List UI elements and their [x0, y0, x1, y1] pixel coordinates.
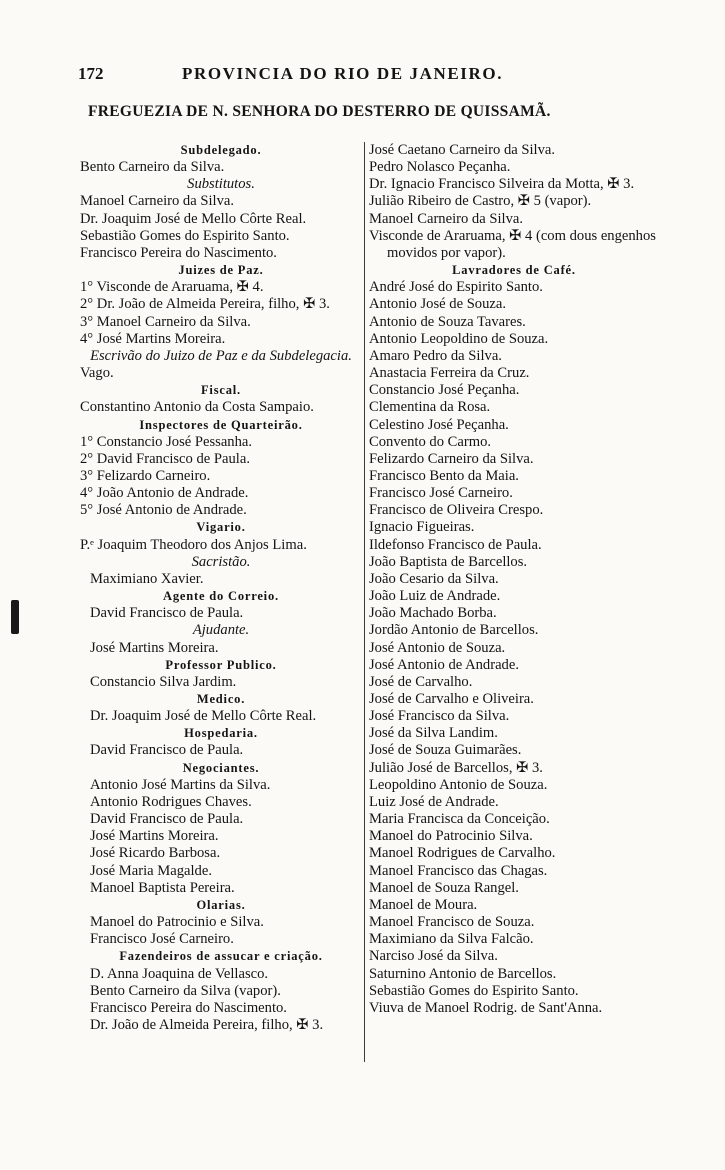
- list-item: José Martins Moreira.: [90, 828, 219, 845]
- page-number: 172: [78, 64, 104, 83]
- list-item: Manoel Carneiro da Silva.: [369, 210, 524, 227]
- section-heading: Subdelegado.: [180, 143, 262, 157]
- list-item: José Caetano Carneiro da Silva.: [369, 142, 556, 158]
- list-item: Manoel de Moura.: [369, 896, 478, 913]
- section-heading: Professor Publico.: [165, 657, 277, 672]
- list-item: José Francisco da Silva.: [369, 708, 510, 725]
- section-subheading: Substitutos.: [187, 176, 255, 193]
- list-item: José Ricardo Barbosa.: [90, 845, 221, 862]
- list-item: Amaro Pedro da Silva.: [369, 347, 502, 364]
- section-heading: Medico.: [196, 692, 246, 706]
- list-item: José Martins Moreira.: [90, 639, 219, 656]
- list-item: Manoel Francisco de Souza.: [369, 914, 535, 931]
- list-item: Sebastião Gomes do Espirito Santo.: [369, 982, 579, 999]
- list-item: Manoel Francisco das Chagas.: [369, 862, 548, 879]
- section-heading: Lavradores de Café.: [452, 263, 576, 278]
- list-item: 1° Constancio José Pessanha.: [80, 433, 253, 450]
- list-item: 5° José Antonio de Andrade.: [80, 502, 247, 519]
- list-item: Manoel do Patrocinio Silva.: [369, 828, 533, 845]
- list-item: Dr. Ignacio Francisco Silveira da Motta, ✠ 3.: [369, 176, 635, 193]
- list-item: Constancio José Peçanha.: [369, 382, 520, 399]
- list-item: Antonio Leopoldino de Souza.: [369, 330, 549, 347]
- running-title: PROVINCIA DO RIO DE JANEIRO.: [182, 64, 504, 83]
- list-item: David Francisco de Paula.: [90, 742, 244, 759]
- section-heading: Juizes de Paz.: [178, 263, 264, 278]
- list-item: Bento Carneiro da Silva (vapor).: [90, 982, 281, 999]
- list-item: Jordão Antonio de Barcellos.: [369, 622, 539, 639]
- list-item: João Cesario da Silva.: [369, 570, 499, 587]
- list-item: Manoel Rodrigues de Carvalho.: [369, 845, 556, 862]
- list-item: João Baptista de Barcellos.: [369, 553, 528, 570]
- list-item: José de Souza Guimarães.: [369, 742, 522, 759]
- list-item: 3° Manoel Carneiro da Silva.: [80, 313, 251, 330]
- list-item: José Maria Magalde.: [90, 862, 212, 879]
- list-item: Vago.: [80, 365, 114, 382]
- column-divider: [364, 142, 365, 1062]
- list-item: Antonio José Martins da Silva.: [90, 776, 271, 793]
- list-item: David Francisco de Paula.: [90, 605, 244, 622]
- list-item: Constancio Silva Jardim.: [90, 673, 237, 690]
- section-heading: Hospedaria.: [184, 726, 258, 741]
- list-item: José de Carvalho e Oliveira.: [369, 691, 534, 707]
- list-item: Maria Francisca da Conceição.: [369, 811, 550, 828]
- list-item: Manoel do Patrocinio e Silva.: [90, 914, 264, 931]
- list-item: Leopoldino Antonio de Souza.: [369, 776, 548, 793]
- list-item: 2° Dr. João de Almeida Pereira, filho, ✠ 3.: [80, 296, 330, 313]
- list-item: David Francisco de Paula.: [90, 811, 244, 828]
- list-item: Convento do Carmo.: [369, 433, 492, 450]
- list-item: José da Silva Landim.: [369, 725, 498, 742]
- list-item: Francisco Pereira do Nascimento.: [90, 999, 287, 1016]
- list-item: João Luiz de Andrade.: [369, 588, 501, 605]
- list-item: Antonio de Souza Tavares.: [369, 313, 526, 330]
- section-heading: Negociantes.: [182, 760, 260, 775]
- list-item: Francisco Bento da Maia.: [369, 467, 519, 484]
- list-item: Clementina da Rosa.: [369, 399, 491, 416]
- list-item: André José do Espirito Santo.: [369, 279, 543, 296]
- binding-mark: [11, 600, 19, 634]
- section-heading: Vigario.: [196, 520, 246, 535]
- list-item: Constantino Antonio da Costa Sampaio.: [80, 399, 314, 416]
- parish-title: FREGUEZIA DE N. SENHORA DO DESTERRO DE QUISSAMÃ.: [88, 103, 551, 120]
- list-item: Luiz José de Andrade.: [369, 793, 499, 810]
- list-item: Maximiano da Silva Falcão.: [369, 931, 534, 948]
- section-heading: Fiscal.: [201, 383, 241, 398]
- section-heading: Fazendeiros de assucar e criação.: [119, 949, 323, 964]
- list-item: Saturnino Antonio de Barcellos.: [369, 965, 557, 982]
- list-item: 2° David Francisco de Paula.: [80, 450, 250, 467]
- list-item: José de Carvalho.: [369, 673, 473, 690]
- list-item: P.ᵉ Joaquim Theodoro dos Anjos Lima.: [80, 536, 307, 553]
- list-item: Antonio Rodrigues Chaves.: [90, 793, 252, 810]
- left-column: [80, 142, 362, 1034]
- list-item: D. Anna Joaquina de Vellasco.: [90, 965, 269, 982]
- list-item: Ildefonso Francisco de Paula.: [369, 536, 542, 553]
- list-item: Celestino José Peçanha.: [369, 416, 509, 433]
- section-subheading: Sacristão.: [191, 553, 251, 570]
- list-item: Julião José de Barcellos, ✠ 3.: [369, 759, 543, 776]
- list-item: Bento Carneiro da Silva.: [80, 159, 225, 176]
- list-item: José Antonio de Andrade.: [369, 656, 519, 673]
- list-item: Francisco Pereira do Nascimento.: [80, 244, 277, 261]
- list-item: Dr. Joaquim José de Mello Côrte Real.: [80, 210, 307, 227]
- list-item: Manoel Baptista Pereira.: [90, 879, 235, 896]
- list-item: Antonio José de Souza.: [369, 296, 507, 313]
- section-heading: Olarias.: [196, 897, 246, 912]
- section-heading: Inspectores de Quarteirão.: [139, 417, 303, 432]
- list-item: Sebastião Gomes do Espirito Santo.: [80, 227, 290, 244]
- list-item: Manoel Carneiro da Silva.: [80, 193, 235, 210]
- list-item: José Antonio de Souza.: [369, 639, 506, 656]
- list-item: Viuva de Manoel Rodrig. de Sant'Anna.: [369, 999, 603, 1016]
- section-heading: Agente do Correio.: [163, 589, 279, 604]
- list-item: Francisco José Carneiro.: [369, 485, 513, 502]
- list-item: Francisco José Carneiro.: [90, 931, 234, 948]
- list-item: Felizardo Carneiro da Silva.: [369, 450, 534, 467]
- list-item: Ignacio Figueiras.: [369, 519, 475, 536]
- list-item: Anastacia Ferreira da Cruz.: [369, 365, 530, 382]
- right-column: [369, 142, 659, 1017]
- list-item: 4° João Antonio de Andrade.: [80, 485, 249, 502]
- list-item: Francisco de Oliveira Crespo.: [369, 502, 544, 519]
- list-item: Julião Ribeiro de Castro, ✠ 5 (vapor).: [369, 193, 592, 210]
- list-item: Pedro Nolasco Peçanha.: [369, 159, 511, 176]
- list-item: Visconde de Araruama, ✠ 4 (com dous engenhos movidos por vapor).: [369, 227, 656, 261]
- list-item: João Machado Borba.: [369, 605, 497, 622]
- list-item: 3° Felizardo Carneiro.: [80, 467, 211, 484]
- list-item: Manoel de Souza Rangel.: [369, 879, 519, 896]
- list-item: Dr. João de Almeida Pereira, filho, ✠ 3.: [90, 1016, 324, 1033]
- list-item: Narciso José da Silva.: [369, 948, 498, 965]
- list-item: Dr. Joaquim José de Mello Côrte Real.: [90, 708, 317, 725]
- section-subheading: Ajudante.: [192, 622, 250, 639]
- list-item: Maximiano Xavier.: [90, 570, 204, 587]
- list-item: 4° José Martins Moreira.: [80, 330, 226, 347]
- section-subheading: Escrivão do Juizo de Paz e da Subdelegacia.: [90, 347, 352, 364]
- list-item: 1° Visconde de Araruama, ✠ 4.: [80, 279, 264, 296]
